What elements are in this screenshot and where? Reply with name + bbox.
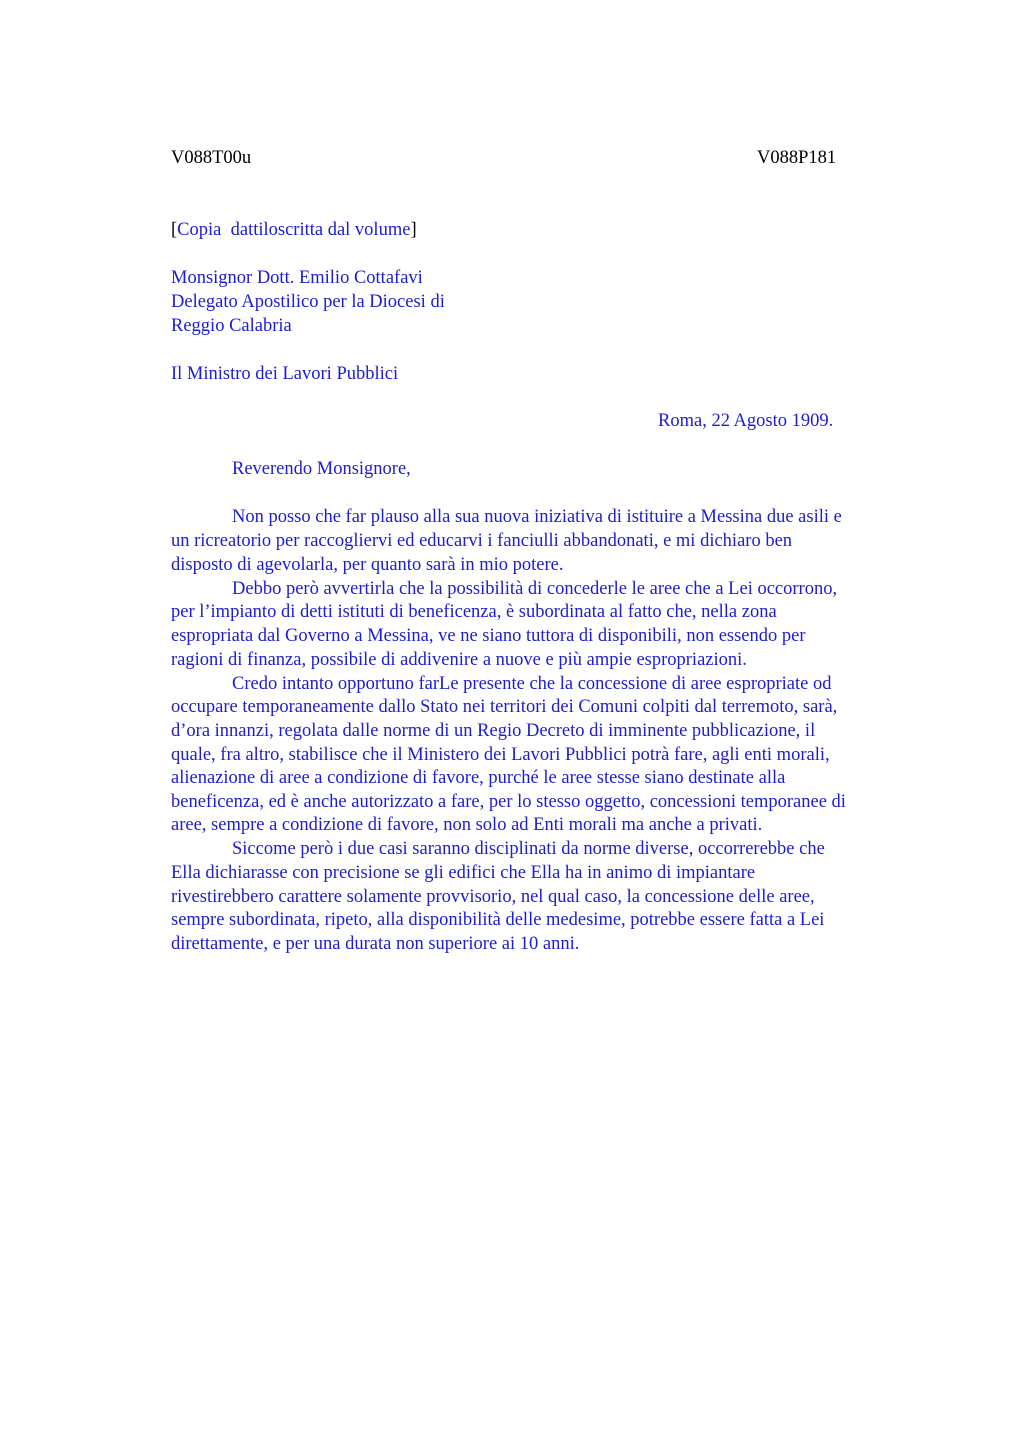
- note-text: Copia dattiloscritta dal volume: [177, 220, 411, 240]
- header-right-code: V088P181: [757, 148, 837, 168]
- body-line: d’ora innanzi, regolata dalle norme di un Regio Decreto di imminente pubblicazione, il: [171, 721, 816, 741]
- header-left-code: V088T00u: [171, 148, 252, 168]
- body-line: Debbo però avvertirla che la possibilità di concederle le aree che a Lei occorrono,: [232, 579, 838, 599]
- recipient-line: Reggio Calabria: [171, 316, 292, 336]
- body-line: Non posso che far plauso alla sua nuova iniziativa di istituire a Messina due asili e: [232, 507, 842, 527]
- body-line: alienazione di aree a condizione di favore, purché le aree stesse siano destinate alla: [171, 768, 786, 788]
- sender: Il Ministro dei Lavori Pubblici: [171, 364, 399, 384]
- body-line: occupare temporaneamente dallo Stato nei territori dei Comuni colpiti dal terremoto, sarà,: [171, 697, 838, 717]
- body-line: espropriata dal Governo a Messina, ve ne siano tuttora di disponibili, non essendo per: [171, 626, 806, 646]
- body-line: rivestirebbero carattere solamente provvisorio, nel qual caso, la concessione delle aree,: [171, 887, 815, 907]
- salutation: Reverendo Monsignore,: [232, 459, 411, 479]
- note-close-bracket: ]: [410, 220, 417, 240]
- recipient-line: Delegato Apostilico per la Diocesi di: [171, 292, 445, 312]
- body-line: Credo intanto opportuno farLe presente che la concessione di aree espropriate od: [232, 674, 832, 694]
- body-line: sempre subordinata, ripeto, alla disponibilità delle medesime, potrebbe essere fatta a Lei: [171, 910, 825, 930]
- place-date: Roma, 22 Agosto 1909.: [658, 411, 834, 431]
- body-line: disposto di agevolarla, per quanto sarà in mio potere.: [171, 555, 564, 575]
- note-open-bracket: [: [171, 220, 178, 240]
- body-line: Siccome però i due casi saranno disciplinati da norme diverse, occorrerebbe che: [232, 839, 825, 859]
- body-line: per l’impianto di detti istituti di beneficenza, è subordinata al fatto che, nella zona: [171, 602, 777, 622]
- body-line: un ricreatorio per raccogliervi ed educarvi i fanciulli abbandonati, e mi dichiaro ben: [171, 531, 793, 551]
- body-line: Ella dichiarasse con precisione se gli edifici che Ella ha in animo di impiantare: [171, 863, 756, 883]
- body-line: beneficenza, ed è anche autorizzato a fare, per lo stesso oggetto, concessioni temporanee di: [171, 792, 846, 812]
- body-line: aree, sempre a condizione di favore, non solo ad Enti morali ma anche a privati.: [171, 815, 763, 835]
- recipient-line: Monsignor Dott. Emilio Cottafavi: [171, 268, 423, 288]
- transcription-note: [171, 218, 417, 242]
- body-line: quale, fra altro, stabilisce che il Ministero dei Lavori Pubblici potrà fare, agli enti morali,: [171, 745, 830, 765]
- body-line: direttamente, e per una durata non superiore ai 10 anni.: [171, 934, 580, 954]
- body-line: ragioni di finanza, possibile di addivenire a nuove e più ampie espropriazioni.: [171, 650, 747, 670]
